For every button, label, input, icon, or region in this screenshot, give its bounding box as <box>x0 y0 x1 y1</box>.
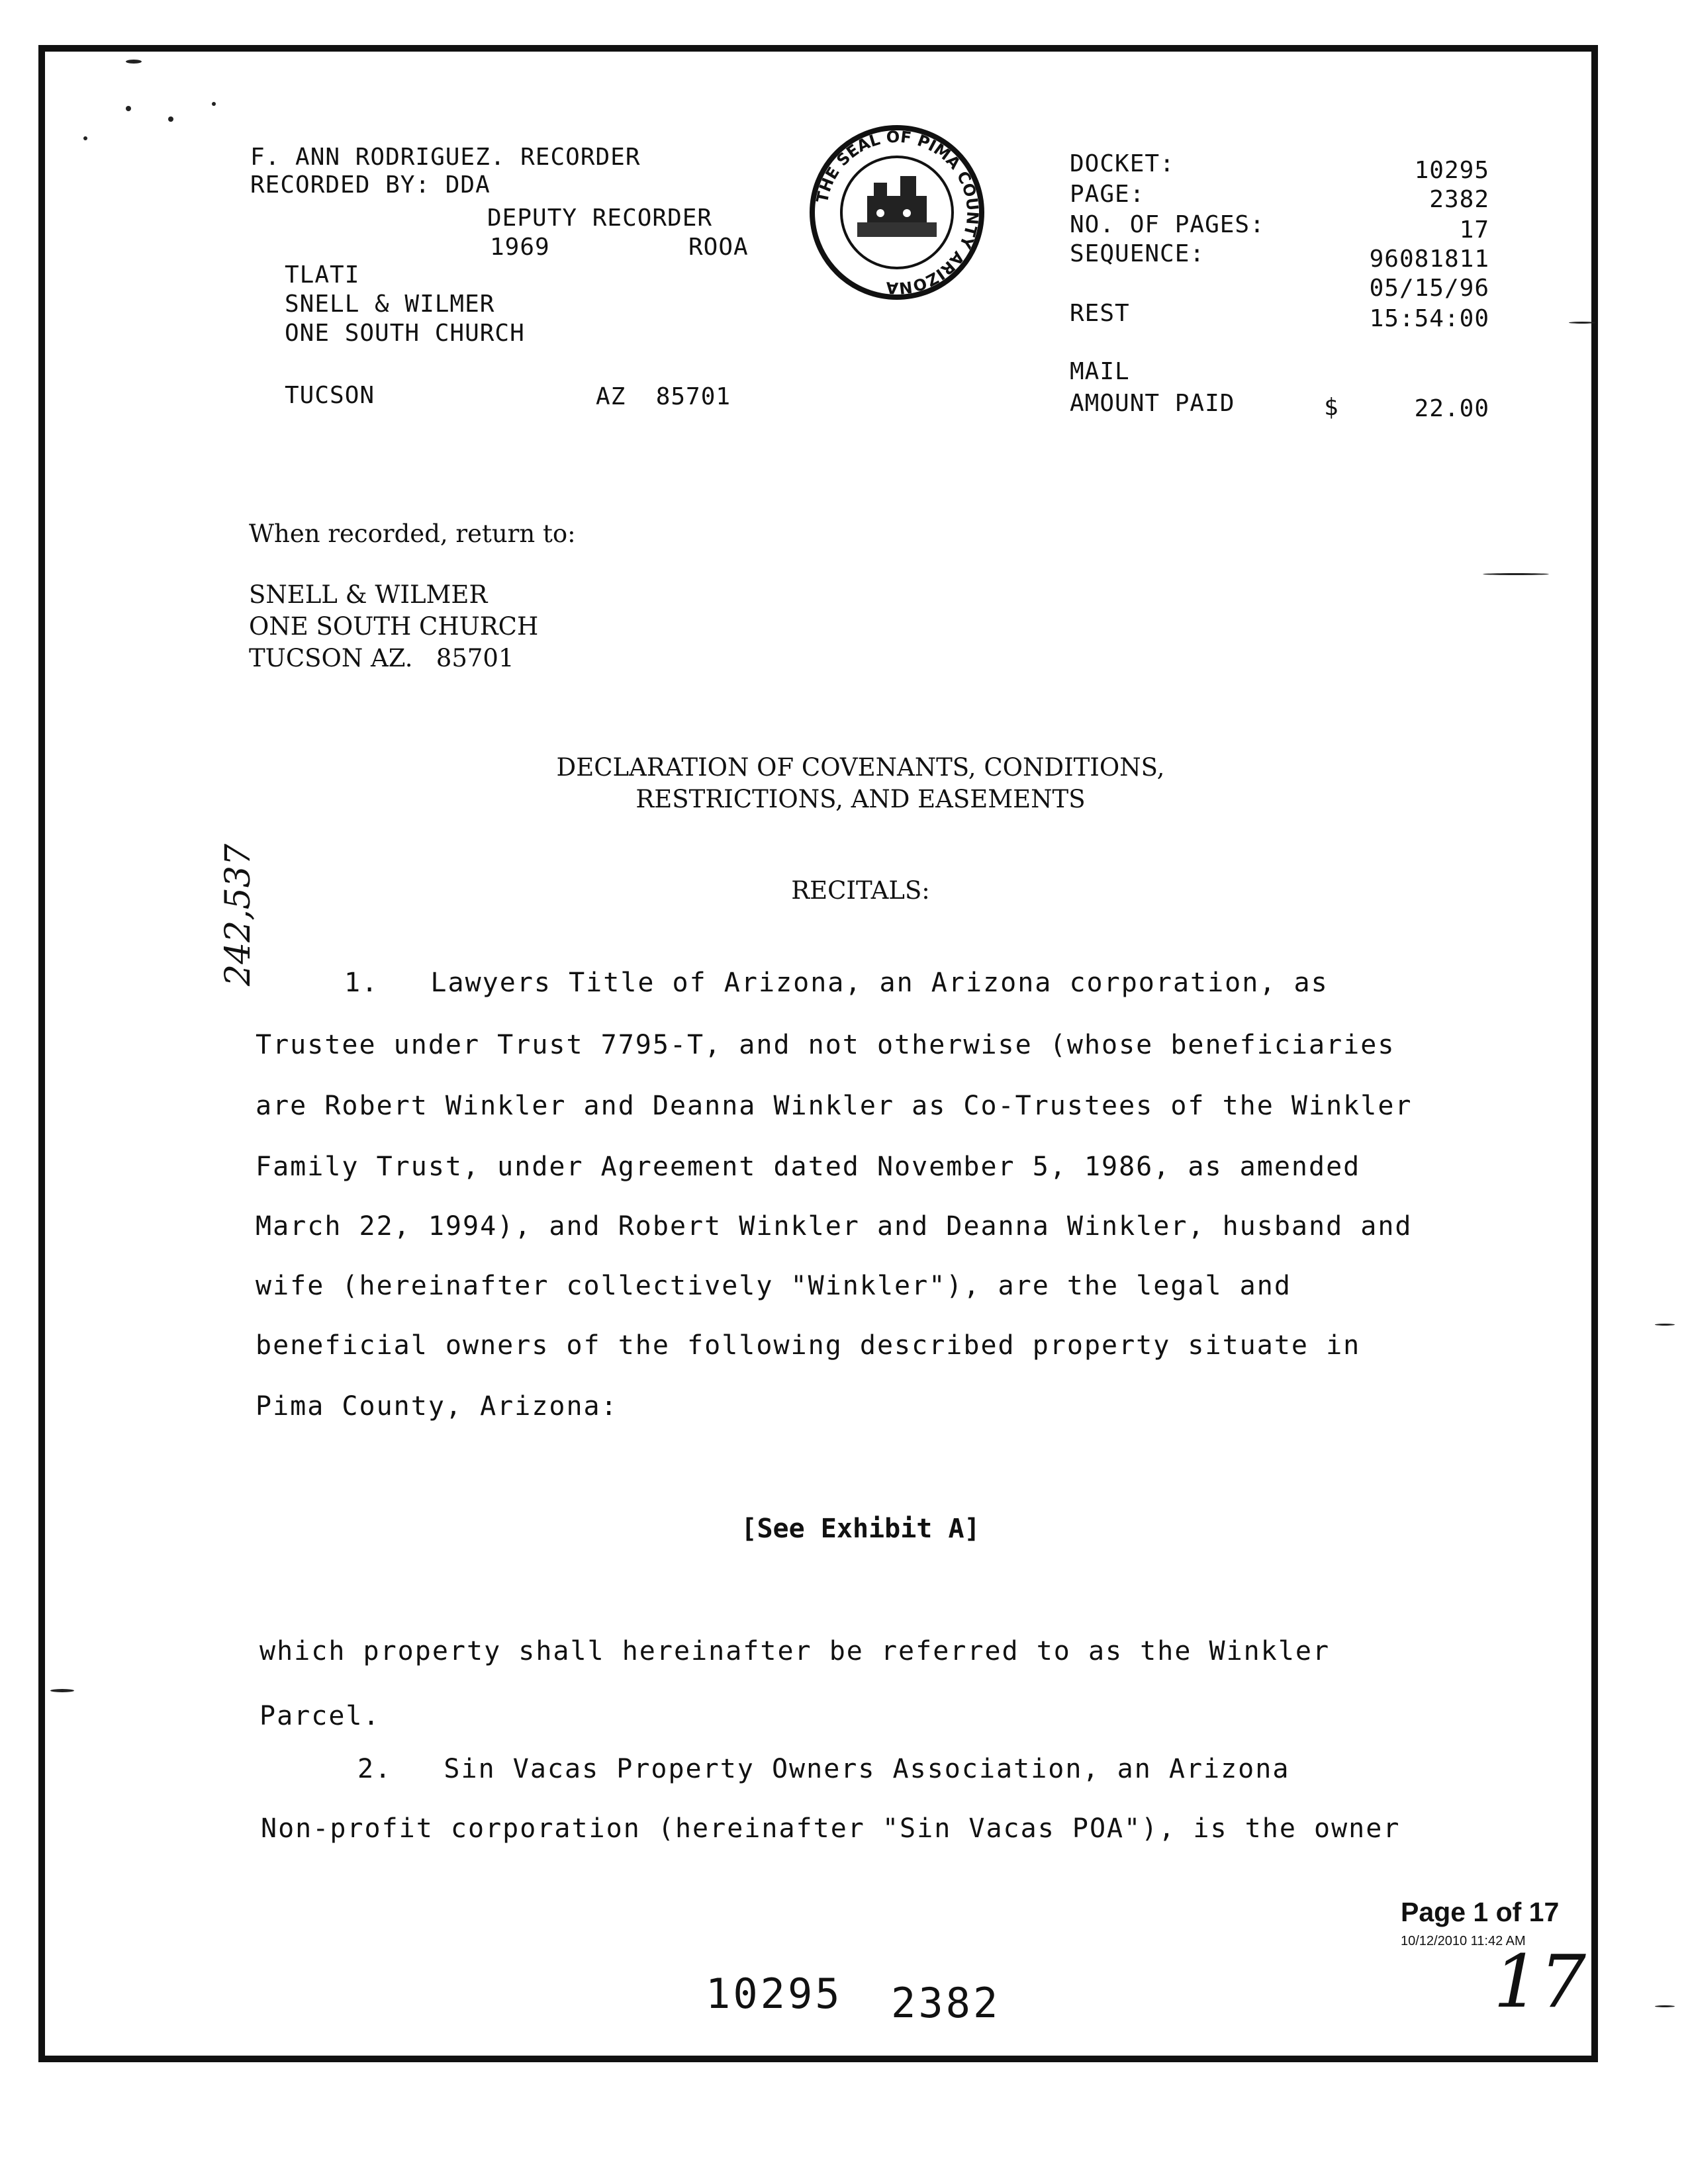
recitals-heading: RECITALS: <box>791 876 930 905</box>
sequence-value: 96081811 <box>1369 246 1489 273</box>
print-timestamp: 10/12/2010 11:42 AM <box>1401 1934 1526 1948</box>
address-state-zip: AZ 85701 <box>596 383 731 410</box>
record-time: 15:54:00 <box>1369 305 1489 332</box>
scan-mark <box>1569 322 1595 324</box>
recorder-name: F. ANN RODRIGUEZ. RECORDER <box>250 144 641 171</box>
handwritten-page-count: 17 <box>1493 1939 1586 2024</box>
paragraph-1b-line-1: which property shall hereinafter be referred to as the Winkler <box>259 1636 1331 1666</box>
paragraph-1-line-6: wife (hereinafter collectively "Winkler"), are the legal and <box>256 1271 1291 1301</box>
margin-handwritten-note: 242,537 <box>218 843 258 986</box>
address-city: TUCSON <box>285 382 375 409</box>
rest-label: REST <box>1070 300 1130 327</box>
pages-value: 17 <box>1459 216 1489 244</box>
docket-value: 10295 <box>1414 157 1489 184</box>
scan-speck <box>212 102 216 106</box>
scan-speck <box>168 116 173 122</box>
book-number: 10295 <box>706 1970 843 2018</box>
paragraph-1b-line-2: Parcel. <box>259 1701 381 1731</box>
address-line-2: SNELL & WILMER <box>285 291 495 318</box>
paragraph-1-line-3: are Robert Winkler and Deanna Winkler as Co-Trustees of the Winkler <box>256 1091 1413 1121</box>
paragraph-1-line-7: beneficial owners of the following described property situate in <box>256 1330 1361 1361</box>
record-date: 05/15/96 <box>1369 275 1489 302</box>
mail-label: MAIL <box>1070 358 1130 385</box>
seal-text: THE SEAL OF PIMA COUNTY ARIZONA <box>812 127 982 298</box>
sequence-label: SEQUENCE: <box>1070 240 1205 267</box>
amount-currency: $ <box>1324 394 1339 421</box>
page-label: PAGE: <box>1070 181 1145 208</box>
scan-mark <box>1655 1324 1675 1326</box>
amount-label: AMOUNT PAID <box>1070 390 1235 417</box>
address-line-3: ONE SOUTH CHURCH <box>285 320 525 347</box>
docket-label: DOCKET: <box>1070 150 1175 177</box>
document-title-line-2: RESTRICTIONS, AND EASEMENTS <box>635 785 1086 813</box>
return-to-label: When recorded, return to: <box>249 520 576 548</box>
paragraph-2-line-1: 2. Sin Vacas Property Owners Association, an Arizona <box>357 1754 1290 1784</box>
exhibit-reference: [See Exhibit A] <box>741 1514 980 1544</box>
scan-mark <box>50 1689 74 1692</box>
return-to-line-3: TUCSON AZ. 85701 <box>249 644 514 672</box>
scan-mark <box>1483 573 1549 575</box>
recorder-code-num: 1969 <box>490 234 550 261</box>
page-value: 2382 <box>1429 186 1489 213</box>
scan-speck <box>83 136 87 140</box>
county-seal <box>808 123 986 302</box>
paragraph-1-line-5: March 22, 1994), and Robert Winkler and Deanna Winkler, husband and <box>256 1211 1413 1242</box>
page-of-total: Page 1 of 17 <box>1401 1897 1560 1927</box>
return-to-line-1: SNELL & WILMER <box>249 580 488 609</box>
pages-label: NO. OF PAGES: <box>1070 211 1265 238</box>
paragraph-2-line-2: Non-profit corporation (hereinafter "Sin Vacas POA"), is the owner <box>261 1813 1401 1844</box>
return-to-line-2: ONE SOUTH CHURCH <box>249 612 539 641</box>
amount-value: 22.00 <box>1414 395 1489 422</box>
scan-speck <box>126 106 131 111</box>
paragraph-1-line-1: 1. Lawyers Title of Arizona, an Arizona corporation, as <box>344 968 1329 998</box>
page-number: 2382 <box>891 1979 1001 2027</box>
scan-mark <box>1655 2005 1675 2007</box>
deputy-recorder: DEPUTY RECORDER <box>487 205 713 232</box>
recorded-by: RECORDED BY: DDA <box>250 171 491 199</box>
scan-mark <box>126 60 142 64</box>
address-line-1: TLATI <box>285 261 360 289</box>
document-title-line-1: DECLARATION OF COVENANTS, CONDITIONS, <box>556 753 1165 782</box>
recorder-code-alpha: ROOA <box>688 234 749 261</box>
paragraph-1-line-8: Pima County, Arizona: <box>256 1391 618 1422</box>
paragraph-1-line-4: Family Trust, under Agreement dated November 5, 1986, as amended <box>256 1152 1361 1182</box>
paragraph-1-line-2: Trustee under Trust 7795-T, and not otherwise (whose beneficiaries <box>256 1030 1395 1060</box>
